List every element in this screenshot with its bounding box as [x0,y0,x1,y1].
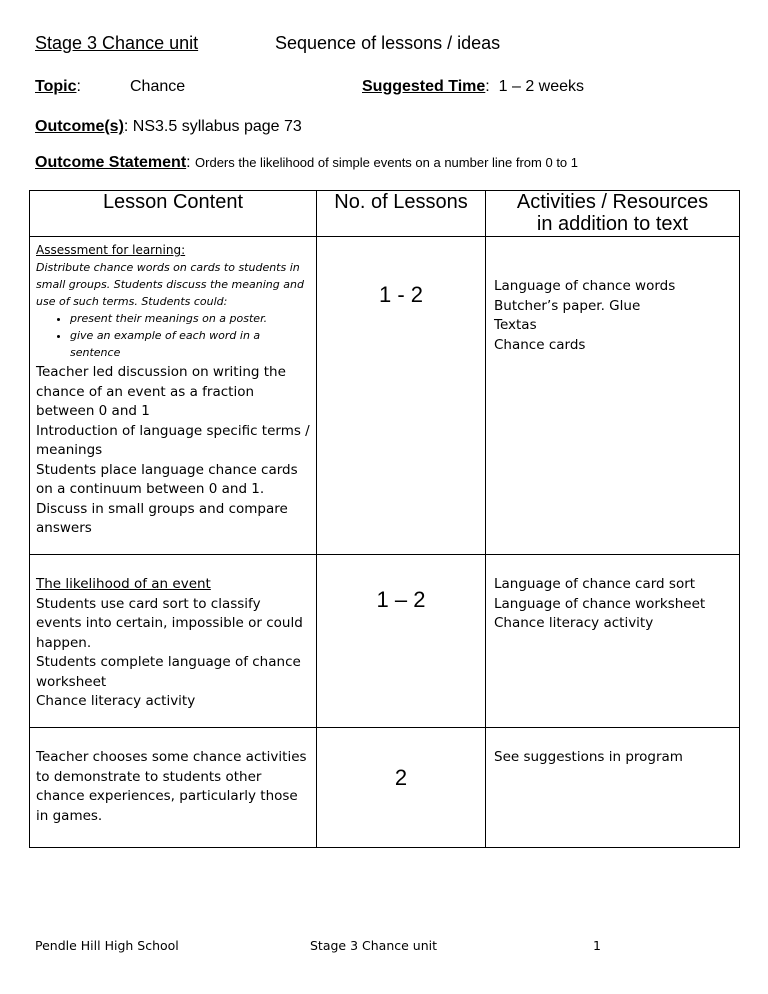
header-activities-resources [486,191,740,237]
statement-line: Outcome Statement: Orders the likelihood of simple events on a number line from 0 to 1 [35,154,579,171]
header-lesson-content: Lesson Content [30,191,317,237]
footer-unit: Stage 3 Chance unit [310,938,438,953]
lesson-count-cell [317,555,486,728]
lesson-content-text: Teacher led discussion on writing the chance of an event as a fraction between 0 and 1 Introduction of language specific terms / meanings Students place language chance cards on a continuum between 0 and 1. Discuss in small groups and compare answers [36,364,310,536]
lesson-count-cell [317,237,486,555]
lesson-count: 1 - 2 [378,282,424,307]
outcome-line: Outcome(s): NS3.5 syllabus page 73 [35,118,302,135]
resources-text: Language of chance card sort Language of chance worksheet Chance literacy activity [494,576,706,631]
statement-label: Outcome Statement [35,154,187,171]
page-number: 1 [593,938,601,953]
list-item: • give an example of each word in a sentence [70,327,310,361]
lesson-heading: The likelihood of an event [36,576,211,592]
assessment-bullets [36,310,310,361]
table-row [30,555,740,728]
unit-title: Stage 3 Chance unit [35,33,199,53]
resources-cell [486,728,740,848]
assessment-intro: Distribute chance words on cards to students in small groups. Students discuss the meaning and use of such terms. Students could: [36,261,304,308]
header-no-of-lessons: No. of Lessons [317,191,486,237]
time-label: Suggested Time [362,78,486,95]
table-row [30,728,740,848]
outcome-label: Outcome(s) [35,118,124,135]
lesson-content-text: Teacher chooses some chance activities to demonstrate to students other chance experiences, particularly those in games. [36,749,307,824]
lesson-count: 2 [394,765,408,790]
lesson-content-cell [30,555,317,728]
lesson-content-text: Students use card sort to classify events into certain, impossible or could happen. Students complete language of chance worksheet Chance literacy activity [36,595,303,709]
header-activities-line1: Activities / Resources [516,191,709,213]
time-value: 1 – 2 weeks [498,78,585,95]
outcome-value: NS3.5 syllabus page 73 [132,118,302,135]
list-item: • present their meanings on a poster. [70,310,310,327]
topic-line: Topic: [35,78,81,95]
topic-label: Topic [35,78,77,95]
lesson-table [29,190,740,848]
resources-cell [486,237,740,555]
time-line: Suggested Time: 1 – 2 weeks [362,78,585,95]
sequence-title: Sequence of lessons / ideas [275,33,501,53]
lesson-content-cell [30,237,317,555]
table-header-row [30,191,740,237]
footer-school: Pendle Hill High School [35,938,179,953]
resources-text: See suggestions in program [494,749,683,765]
header-activities-line2: in addition to text [536,213,689,235]
resources-text: Language of chance words Butcher’s paper. Glue Textas Chance cards [494,278,676,353]
lesson-count: 1 – 2 [376,587,426,612]
topic-value: Chance [130,78,186,95]
lesson-count-cell [317,728,486,848]
statement-value: Orders the likelihood of simple events on a number line from 0 to 1 [195,155,579,170]
resources-cell [486,555,740,728]
assessment-heading: Assessment for learning: [36,243,186,257]
lesson-content-cell [30,728,317,848]
table-row [30,237,740,555]
